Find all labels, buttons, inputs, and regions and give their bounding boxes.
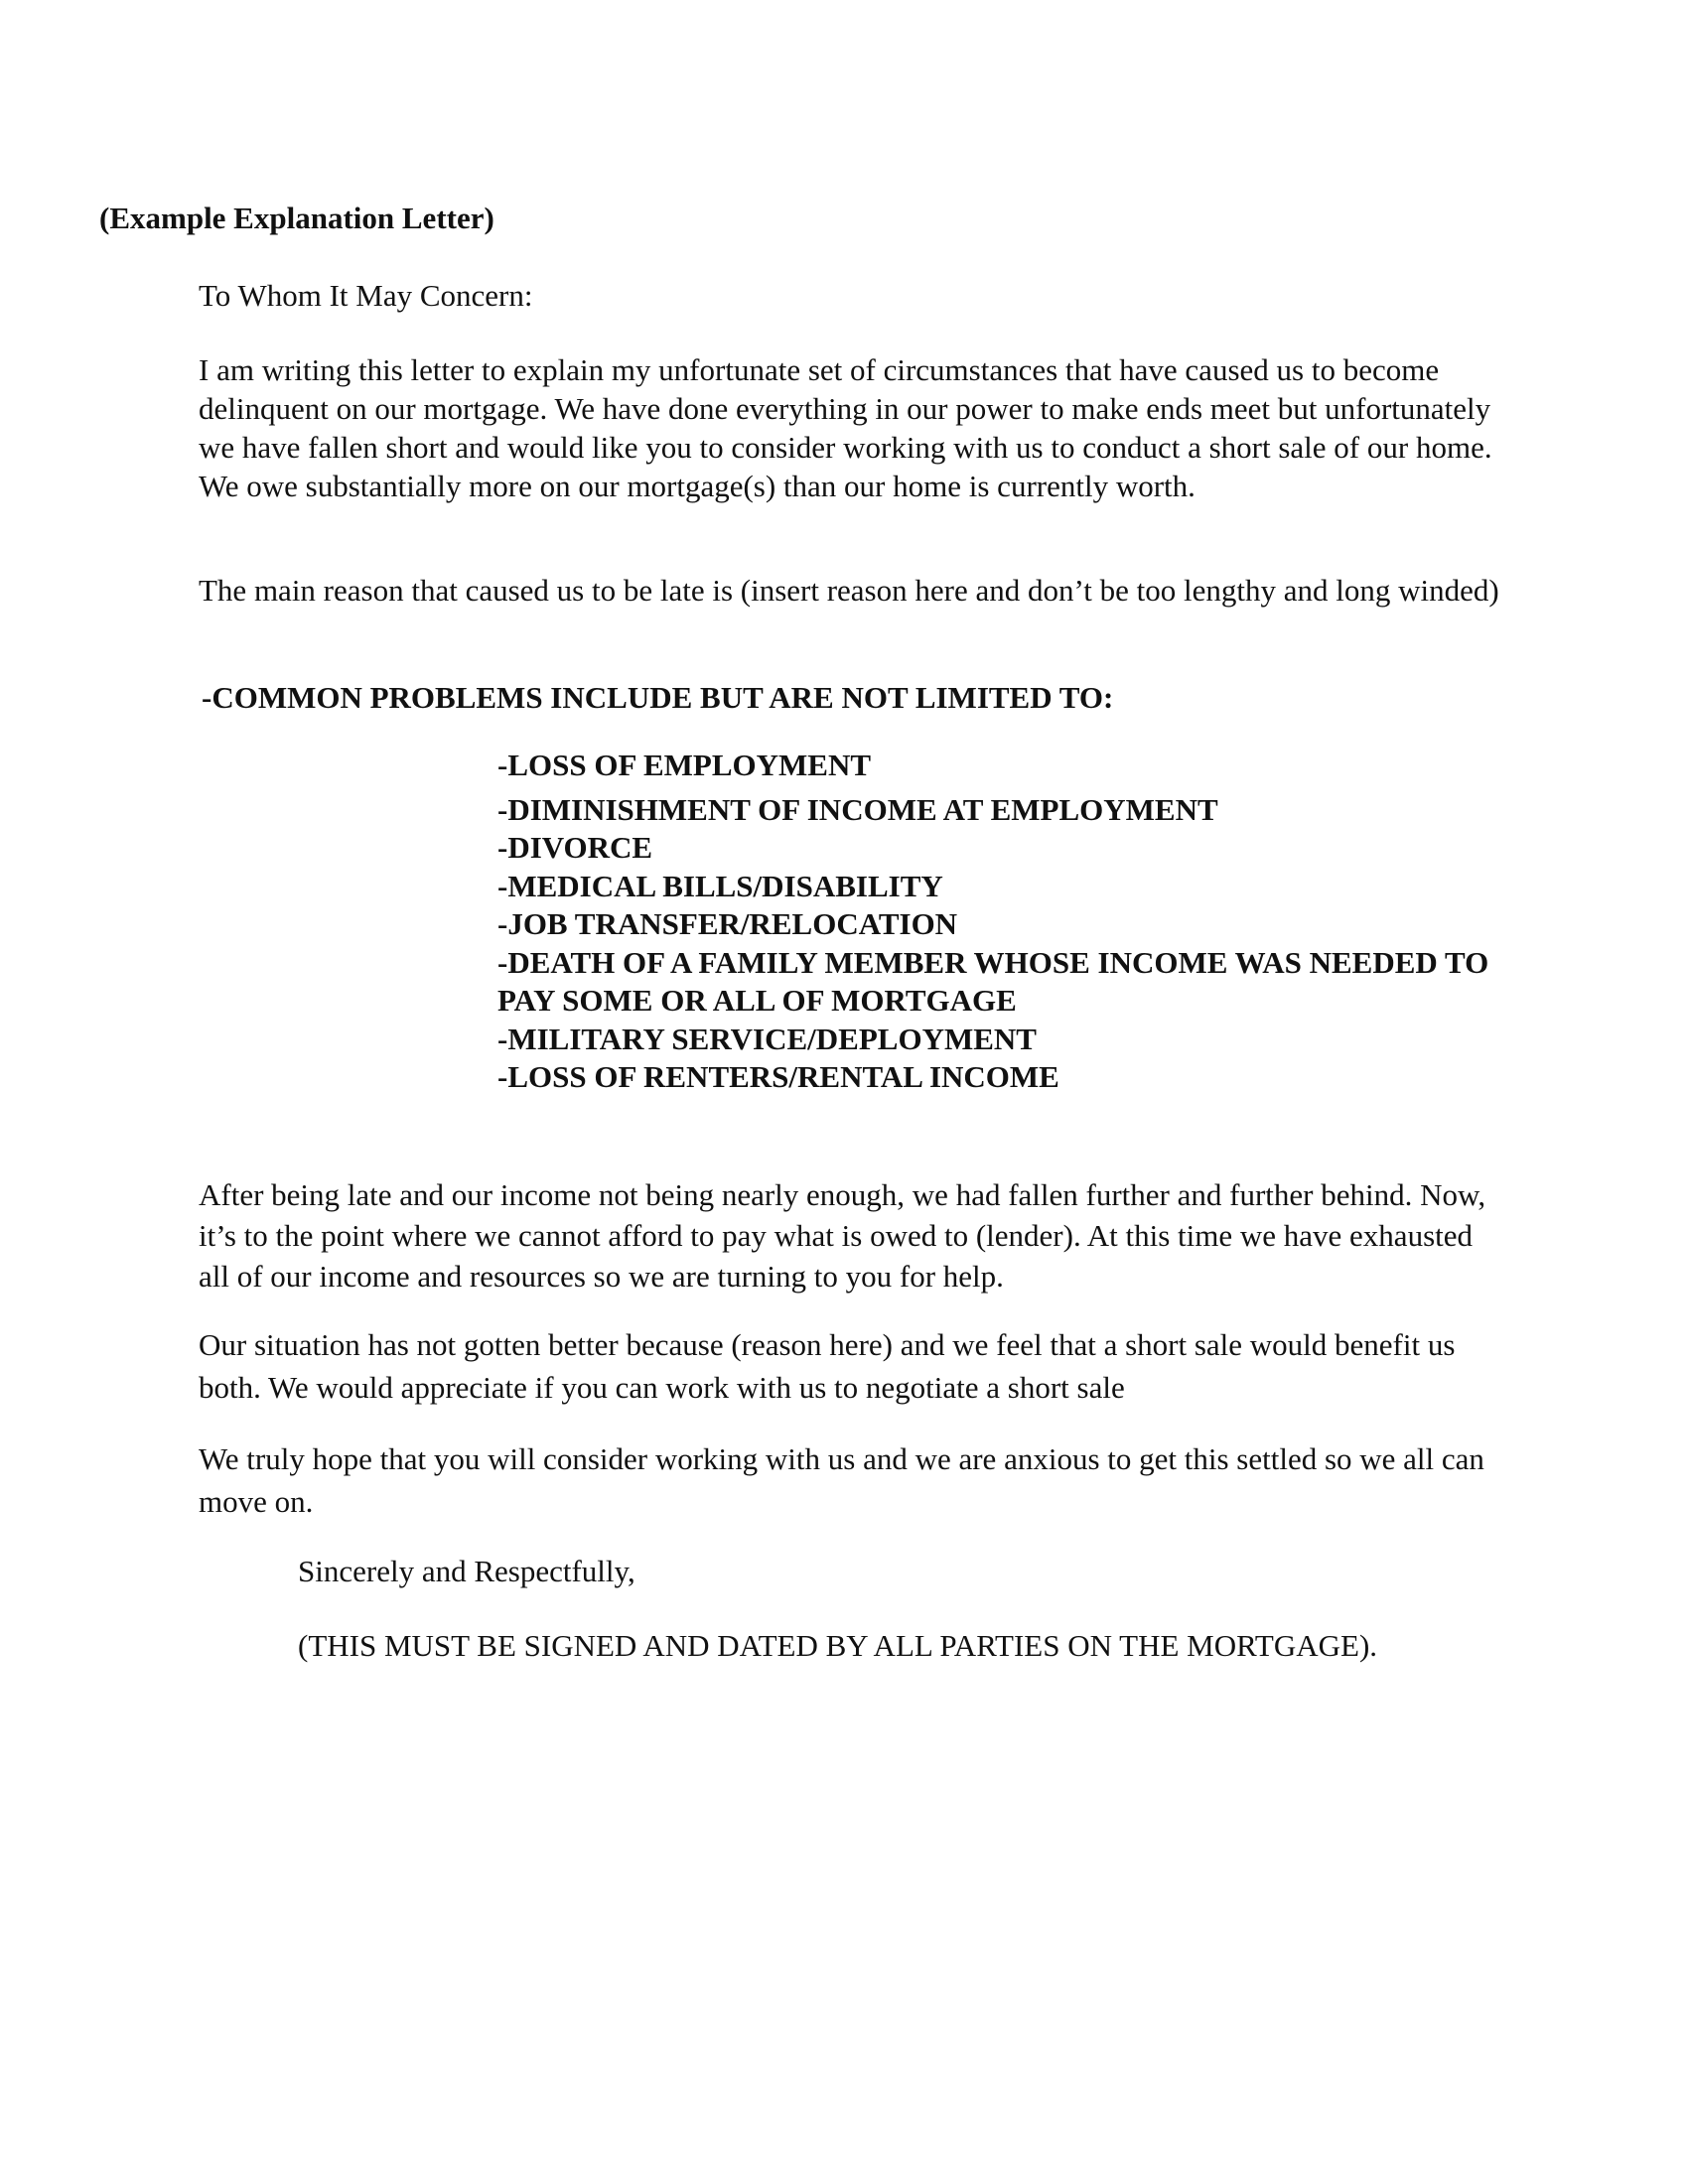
paragraph-circumstances: I am writing this letter to explain my unfortunate set of circumstances that have caused us to become delinquent on our mortgage. We have done everything in our power to make ends meet but unfortunately we have fallen short and would like you to consider working with us to conduct a short sale of our home. We owe substantially more on our mortgage(s) than our home is currently worth. (199, 352, 1492, 503)
paragraph-hope: We truly hope that you will consider working with us and we are anxious to get this settled so we all can move on. (199, 1441, 1484, 1519)
problem-item: -LOSS OF RENTERS/RENTAL INCOME (497, 1059, 1059, 1094)
problem-item: -DIMINISHMENT OF INCOME AT EMPLOYMENT (497, 791, 1218, 827)
problem-item: -MEDICAL BILLS/DISABILITY (497, 868, 943, 903)
letter-heading: (Example Explanation Letter) (99, 201, 494, 235)
problem-item: -LOSS OF EMPLOYMENT (497, 748, 872, 782)
signature-note: (THIS MUST BE SIGNED AND DATED BY ALL PARTIES ON THE MORTGAGE). (298, 1628, 1378, 1663)
greeting: To Whom It May Concern: (199, 278, 533, 313)
paragraph-situation: Our situation has not gotten better because (reason here) and we feel that a short sale would benefit us both. We would appreciate if you can work with us to negotiate a short sale (199, 1327, 1456, 1405)
common-problems-heading: -COMMON PROBLEMS INCLUDE BUT ARE NOT LIMITED TO: (202, 680, 1114, 715)
common-problems-list (497, 747, 1490, 1097)
problem-item: -MILITARY SERVICE/DEPLOYMENT (497, 1021, 1037, 1056)
paragraph-fallen-behind: After being late and our income not being nearly enough, we had fallen further and further behind. Now, it’s to the point where we cannot afford to pay what is owed to (lender). At this time we have exhausted all of our income and resources so we are turning to you for help. (199, 1177, 1486, 1294)
problem-item: -JOB TRANSFER/RELOCATION (497, 906, 958, 941)
paragraph-main-reason: The main reason that caused us to be late is (insert reason here and don’t be too lengthy and long winded) (199, 573, 1499, 608)
problem-item: -DEATH OF A FAMILY MEMBER WHOSE INCOME WAS NEEDED TO PAY SOME OR ALL OF MORTGAGE (497, 944, 1489, 1018)
problem-item: -DIVORCE (497, 830, 653, 865)
closing: Sincerely and Respectfully, (298, 1554, 635, 1588)
